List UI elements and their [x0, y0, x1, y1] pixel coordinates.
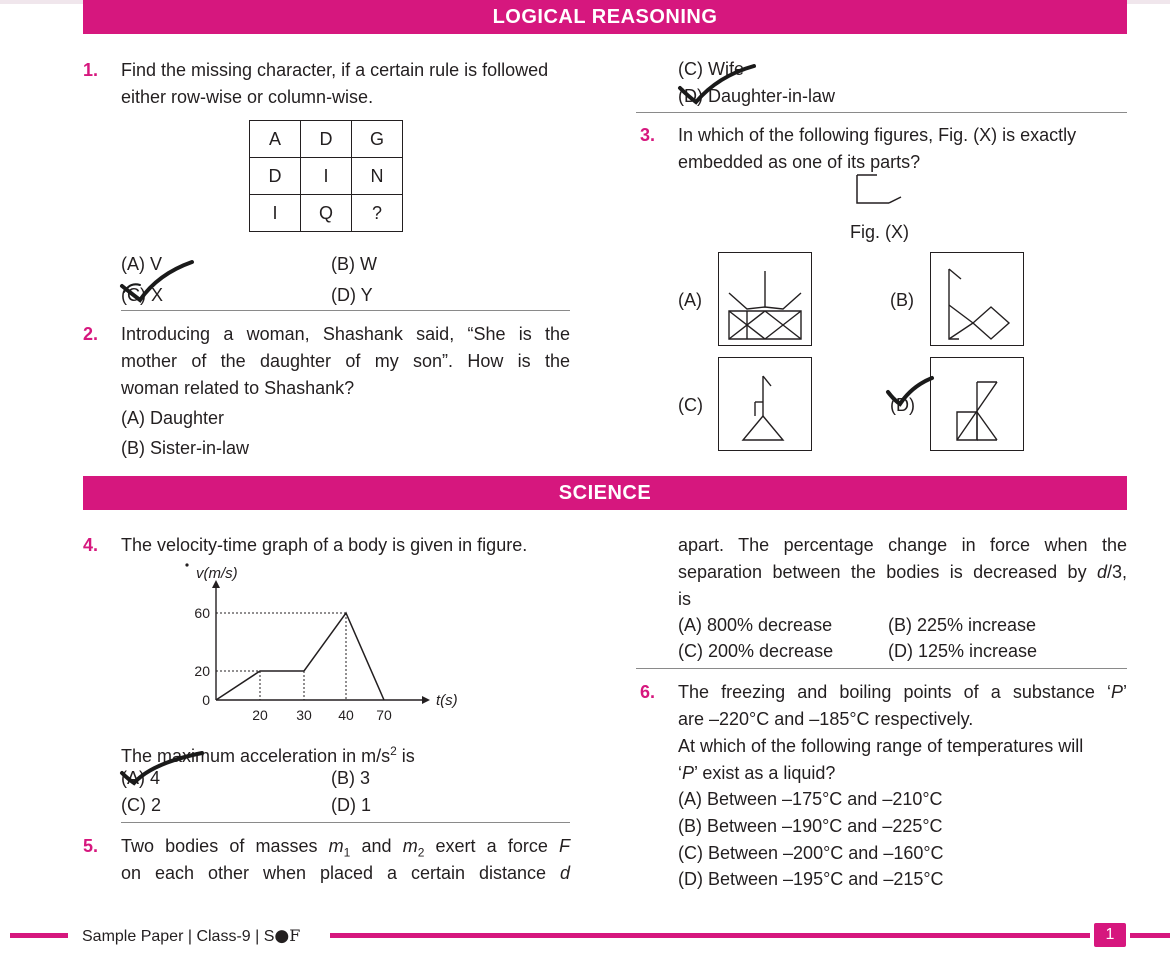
divider — [121, 822, 570, 823]
q6-option-b[interactable]: (B) Between –190°C and –225°C — [678, 816, 943, 836]
velocity-line — [216, 613, 384, 700]
x-axis-arrow — [422, 696, 430, 704]
question-3-number: 3. — [640, 125, 656, 145]
q2-option-c[interactable]: (C) Wife — [678, 59, 744, 79]
q3-option-b-label[interactable]: (B) — [890, 290, 914, 310]
section-title: SCIENCE — [558, 482, 652, 504]
q1-option-b[interactable]: (B) W — [331, 254, 377, 274]
q1-option-d[interactable]: (D) Y — [331, 285, 373, 305]
question-1-text-line1: Find the missing character, if a certain rule is followed — [121, 60, 549, 80]
question-6-text-line3: At which of the following range of temperatures will — [678, 736, 1084, 756]
tick-mark-icon — [674, 60, 774, 106]
question-5-number: 5. — [83, 836, 99, 856]
q4-option-b[interactable]: (B) 3 — [331, 768, 371, 788]
question-5-text-line3: apart. The percentage change in force when the — [678, 535, 1127, 555]
grid-cell: A — [250, 121, 301, 158]
tick-mark-icon — [884, 372, 936, 412]
section-banner-science — [83, 476, 1127, 510]
question-5-text-line2: on each other when placed a certain distance d — [121, 863, 570, 883]
q2-option-a[interactable]: (A) Daughter — [121, 408, 225, 428]
q6-option-c[interactable]: (C) Between –200°C and –160°C — [678, 843, 944, 863]
footer-bar-right — [330, 933, 1090, 938]
q5-option-b[interactable]: (B) 225% increase — [888, 615, 1037, 635]
q4-option-c[interactable]: (C) 2 — [121, 795, 161, 815]
grid-cell: I — [250, 195, 301, 232]
footer-bar-left — [10, 933, 68, 938]
y-axis-label: v(m/s) — [196, 565, 238, 582]
q6-option-d[interactable]: (D) Between –195°C and –215°C — [678, 869, 944, 889]
figure-x — [855, 173, 905, 213]
q4-option-a[interactable]: (A) 4 — [121, 768, 161, 788]
letter-grid — [249, 120, 403, 232]
q4-option-d[interactable]: (D) 1 — [331, 795, 371, 815]
grid-cell: ? — [352, 195, 403, 232]
grid-row — [250, 121, 403, 158]
q6-option-a[interactable]: (A) Between –175°C and –210°C — [678, 789, 943, 809]
question-3-text-line1: In which of the following figures, Fig. (X) is exactly — [678, 125, 1077, 145]
q3-option-d-label[interactable]: (D) — [890, 395, 915, 415]
y-tick-label: 0 — [202, 692, 210, 708]
q5-option-c[interactable]: (C) 200% decrease — [678, 641, 834, 661]
question-4-number: 4. — [83, 535, 99, 555]
q1-option-a[interactable]: (A) V — [121, 254, 163, 274]
x-tick-label: 40 — [338, 707, 354, 723]
q5-option-d[interactable]: (D) 125% increase — [888, 641, 1038, 661]
q3-option-a-label[interactable]: (A) — [678, 290, 702, 310]
question-6-text-line2: are –220°C and –185°C respectively. — [678, 709, 974, 729]
q3-option-b-figure[interactable] — [930, 252, 1024, 346]
tick-mark-icon — [118, 252, 208, 304]
y-tick-label: 60 — [194, 605, 210, 621]
divider — [121, 310, 570, 311]
q3-option-c-label[interactable]: (C) — [678, 395, 703, 415]
question-4-text: The velocity-time graph of a body is given in figure. — [121, 535, 528, 555]
question-1-text-line2: either row-wise or column-wise. — [121, 87, 374, 107]
q3-option-a-figure[interactable] — [718, 252, 812, 346]
page-number: 1 — [1094, 923, 1126, 947]
question-1-number: 1. — [83, 60, 99, 80]
x-tick-label: 20 — [252, 707, 268, 723]
q1-option-c[interactable]: (C) X — [121, 285, 163, 305]
question-2-text-line1: Introducing a woman, Shashank said, “She is the — [121, 324, 570, 344]
question-6-text-line4: ‘P’ exist as a liquid? — [678, 763, 836, 783]
q3-option-d-figure[interactable] — [930, 357, 1024, 451]
question-2-text-line2: mother of the daughter of my son”. How is the — [121, 351, 570, 371]
x-tick-label: 30 — [296, 707, 312, 723]
question-6-text-line1: The freezing and boiling points of a substance ‘P’ — [678, 682, 1127, 702]
grid-row — [250, 158, 403, 195]
grid-cell: D — [250, 158, 301, 195]
q5-option-a[interactable]: (A) 800% decrease — [678, 615, 833, 635]
q2-option-b[interactable]: (B) Sister-in-law — [121, 438, 250, 458]
grid-row — [250, 195, 403, 232]
q2-option-d[interactable]: (D) Daughter-in-law — [678, 86, 836, 106]
grid-cell: Q — [301, 195, 352, 232]
stray-dot — [185, 563, 188, 566]
grid-cell: G — [352, 121, 403, 158]
section-banner-logical-reasoning — [83, 0, 1127, 34]
question-5-text-line4: separation between the bodies is decreased by d/3, — [678, 562, 1127, 582]
question-5-text-line5: is — [678, 589, 691, 609]
question-2-number: 2. — [83, 324, 99, 344]
divider — [636, 112, 1127, 113]
x-axis-label: t(s) — [436, 692, 458, 709]
grid-cell: N — [352, 158, 403, 195]
section-title: LOGICAL REASONING — [492, 6, 718, 28]
question-3-text-line2: embedded as one of its parts? — [678, 152, 921, 172]
grid-cell: I — [301, 158, 352, 195]
grid-cell: D — [301, 121, 352, 158]
footer-text: Sample Paper | Class-9 | S●F — [82, 926, 301, 946]
x-tick-label: 70 — [376, 707, 392, 723]
question-2-text-line3: woman related to Shashank? — [121, 378, 355, 398]
question-6-number: 6. — [640, 682, 656, 702]
tick-mark-icon — [118, 745, 208, 789]
divider — [636, 668, 1127, 669]
q3-option-c-figure[interactable] — [718, 357, 812, 451]
footer-bar-end — [1130, 933, 1170, 938]
question-5-text-line1: Two bodies of masses $m_1$ and $m_2$ exert a force F — [121, 836, 570, 860]
y-tick-label: 20 — [194, 663, 210, 679]
question-4-prompt: The maximum acceleration in $m/s^2$ is — [121, 744, 415, 766]
velocity-time-graph — [180, 560, 480, 730]
figure-x-caption: Fig. (X) — [850, 222, 910, 242]
